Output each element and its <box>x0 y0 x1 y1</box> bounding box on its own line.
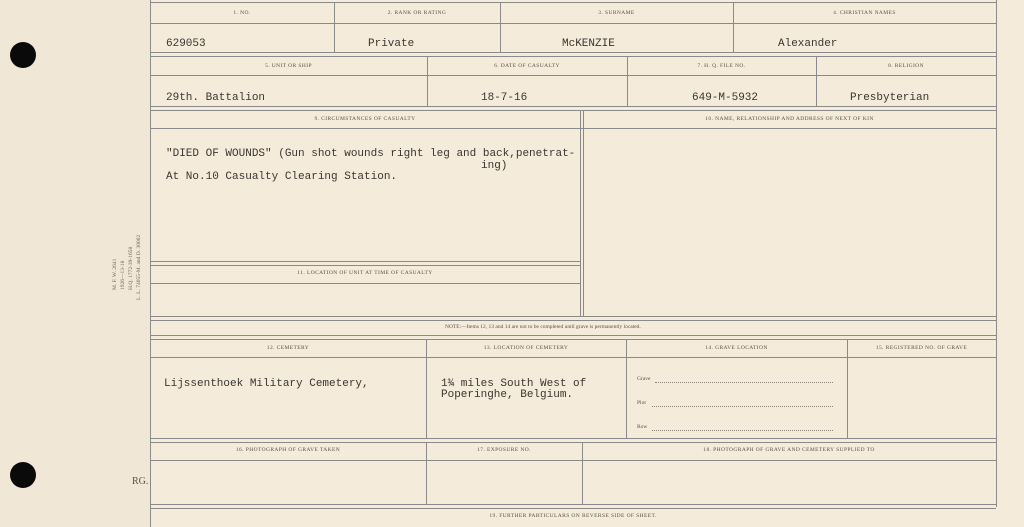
rank-value: Private <box>368 38 415 50</box>
registered-no-label: 15. REGISTERED NO. OF GRAVE <box>875 345 968 351</box>
cemetery-location-line-1: 1¾ miles South West of <box>441 378 587 390</box>
rank-label: 2. RANK OR RATING <box>387 10 447 16</box>
date-label: 6. DATE OF CASUALTY <box>494 63 560 69</box>
punch-hole-top <box>10 42 36 68</box>
side-text-2: 1926—13-18 <box>120 260 126 290</box>
circumstances-line-3: At No.10 Casualty Clearing Station. <box>166 171 398 183</box>
no-label: 1. NO. <box>233 10 251 16</box>
plot-field-label: Plot <box>637 400 646 406</box>
unit-label: 5. UNIT OR SHIP <box>265 63 312 69</box>
rg-mark: RG. <box>132 476 149 487</box>
hq-file-label: 7. H. Q. FILE NO. <box>697 63 746 69</box>
hq-file-value: 649-M-5932 <box>692 92 759 104</box>
cemetery-label: 12. CEMETERY <box>266 345 310 351</box>
circumstances-line-1: "DIED OF WOUNDS" (Gun shot wounds right leg and back,penetrat- <box>166 148 576 160</box>
exposure-label: 17. EXPOSURE NO. <box>477 447 531 453</box>
side-text-4: L. L. 74055-M. and D. 30002 <box>136 234 142 300</box>
punch-hole-bottom <box>10 462 36 488</box>
photo-supplied-label: 18. PHOTOGRAPH OF GRAVE AND CEMETERY SUPPLIED TO <box>703 447 875 453</box>
next-of-kin-label: 10. NAME, RELATIONSHIP AND ADDRESS OF NEXT OF KIN <box>705 116 874 122</box>
side-text-1: M. F. W. 2641 <box>112 258 118 290</box>
note-text: NOTE:—Items 12, 13 and 14 are not to be completed until grave is permanently located. <box>445 324 641 330</box>
photo-taken-label: 16. PHOTOGRAPH OF GRAVE TAKEN <box>235 447 341 453</box>
religion-label: 8. RELIGION <box>888 63 924 69</box>
grave-location-label: 14. GRAVE LOCATION <box>705 345 768 351</box>
religion-value: Presbyterian <box>850 92 930 104</box>
further-particulars-label: 19. FURTHER PARTICULARS ON REVERSE SIDE OF SHEET. <box>489 513 657 519</box>
surname-label: 3. SURNAME <box>598 10 635 16</box>
cemetery-location-label: 13. LOCATION OF CEMETERY <box>483 345 569 351</box>
unit-value: 29th. Battalion <box>166 92 266 104</box>
row-field-label: Row <box>637 424 648 430</box>
side-text-3: H.Q. 1772-39-1658 <box>128 246 134 290</box>
surname-value: McKENZIE <box>562 38 615 50</box>
grave-field-label: Grave <box>637 376 651 382</box>
service-number: 629053 <box>166 38 206 50</box>
circumstances-line-2: ing) <box>481 160 508 172</box>
cemetery-location-line-2: Poperinghe, Belgium. <box>441 389 574 401</box>
christian-names-label: 4. CHRISTIAN NAMES <box>833 10 896 16</box>
christian-names-value: Alexander <box>778 38 838 50</box>
location-unit-label: 11. LOCATION OF UNIT AT TIME OF CASUALTY <box>297 270 433 276</box>
date-value: 18-7-16 <box>481 92 528 104</box>
cemetery-value: Lijssenthoek Military Cemetery, <box>164 378 369 390</box>
circumstances-label: 9. CIRCUMSTANCES OF CASUALTY <box>314 116 416 122</box>
